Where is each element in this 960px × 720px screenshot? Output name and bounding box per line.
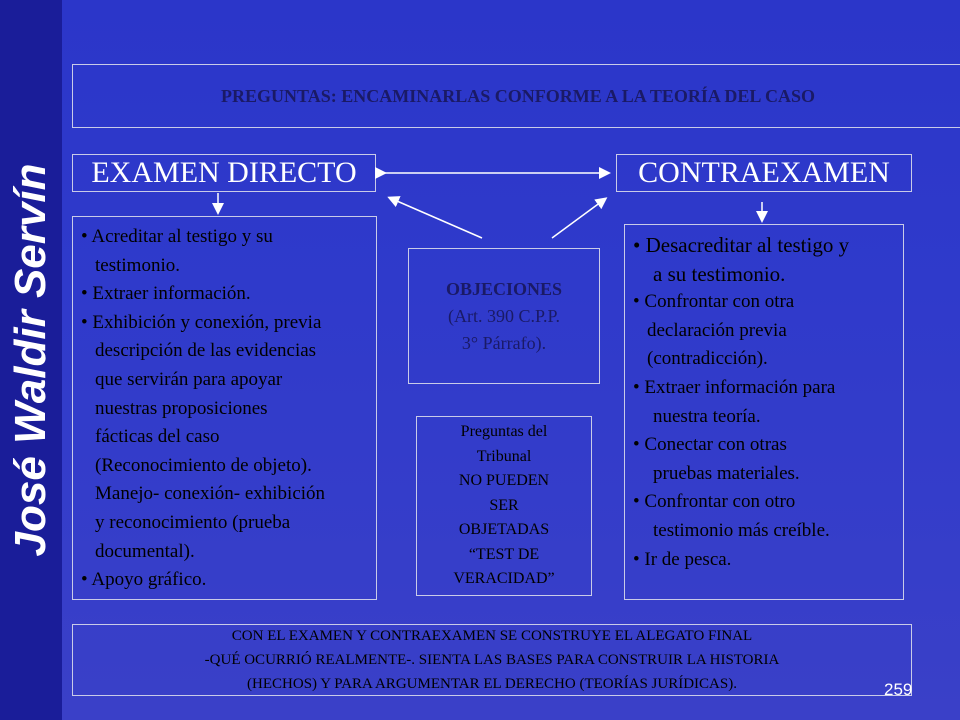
list-item: documental). [95, 540, 195, 562]
list-item: descripción de las evidencias [95, 340, 317, 362]
list-item: Manejo- conexión- exhibición [95, 483, 326, 505]
slide-title: PREGUNTAS: ENCAMINARLAS CONFORME A LA TEORÍA DEL CASO [221, 85, 815, 106]
list-item: fácticas del caso [95, 426, 220, 448]
list-item: declaración previa [647, 319, 787, 341]
list-item: (contradicción). [647, 348, 768, 370]
arrow-objections-right [552, 199, 605, 238]
list-item: • Ir de pesca. [633, 548, 732, 570]
summary-line: -QUÉ OCURRIÓ REALMENTE-. SIENTA LAS BASES PARA CONSTRUIR LA HISTORIA [204, 652, 780, 668]
contraexamen-list [624, 224, 904, 600]
list-item: • Confrontar con otra [633, 291, 795, 313]
objections-paragraph: 3° Párrafo). [461, 332, 547, 353]
list-item: • Confrontar con otro [633, 491, 796, 513]
tribunal-box [416, 416, 592, 596]
list-item: • Conectar con otras [633, 434, 787, 456]
list-item: nuestra teoría. [653, 405, 761, 427]
list-item: • Acreditar al testigo y su [81, 226, 273, 247]
summary-line: (HECHOS) Y PARA ARGUMENTAR EL DERECHO (TEORÍAS JURÍDICAS). [247, 676, 737, 692]
list-item: • Desacreditar al testigo y [633, 233, 850, 257]
tribunal-line: VERACIDAD” [453, 570, 555, 588]
list-item: testimonio más creíble. [653, 519, 830, 541]
page-number: 259 [884, 680, 913, 699]
objections-box [408, 248, 600, 384]
list-item: • Extraer información. [81, 283, 251, 305]
list-item: y reconocimiento (prueba [95, 511, 291, 533]
list-item: nuestras proposiciones [95, 397, 268, 419]
examen-directo-list [72, 216, 377, 600]
list-item: a su testimonio. [653, 261, 786, 286]
list-item: testimonio. [95, 254, 180, 276]
list-item: • Exhibición y conexión, previa [81, 311, 322, 333]
list-item: (Reconocimiento de objeto). [95, 454, 312, 476]
arrow-objections-left [390, 198, 482, 238]
examen-directo-header: EXAMEN DIRECTO [72, 154, 376, 192]
summary-line: CON EL EXAMEN Y CONTRAEXAMEN SE CONSTRUYE EL ALEGATO FINAL [231, 628, 753, 644]
objections-article: (Art. 390 C.P.P. [447, 305, 561, 326]
tribunal-line: “TEST DE [468, 545, 540, 563]
list-item: • Apoyo gráfico. [81, 569, 207, 591]
list-item: que servirán para apoyar [95, 368, 283, 390]
tribunal-line: NO PUEDEN [458, 472, 550, 490]
objections-title: OBJECIONES [445, 278, 563, 299]
contraexamen-header: CONTRAEXAMEN [616, 154, 912, 192]
tribunal-line: OBJETADAS [458, 521, 550, 539]
list-item: pruebas materiales. [653, 462, 800, 484]
tribunal-line: SER [489, 496, 519, 514]
list-item: • Extraer información para [633, 376, 836, 398]
bottom-summary-box [72, 624, 912, 696]
tribunal-line: Preguntas del [460, 423, 548, 441]
tribunal-line: Tribunal [476, 447, 532, 465]
author-name: José Waldir Servín [6, 163, 55, 557]
